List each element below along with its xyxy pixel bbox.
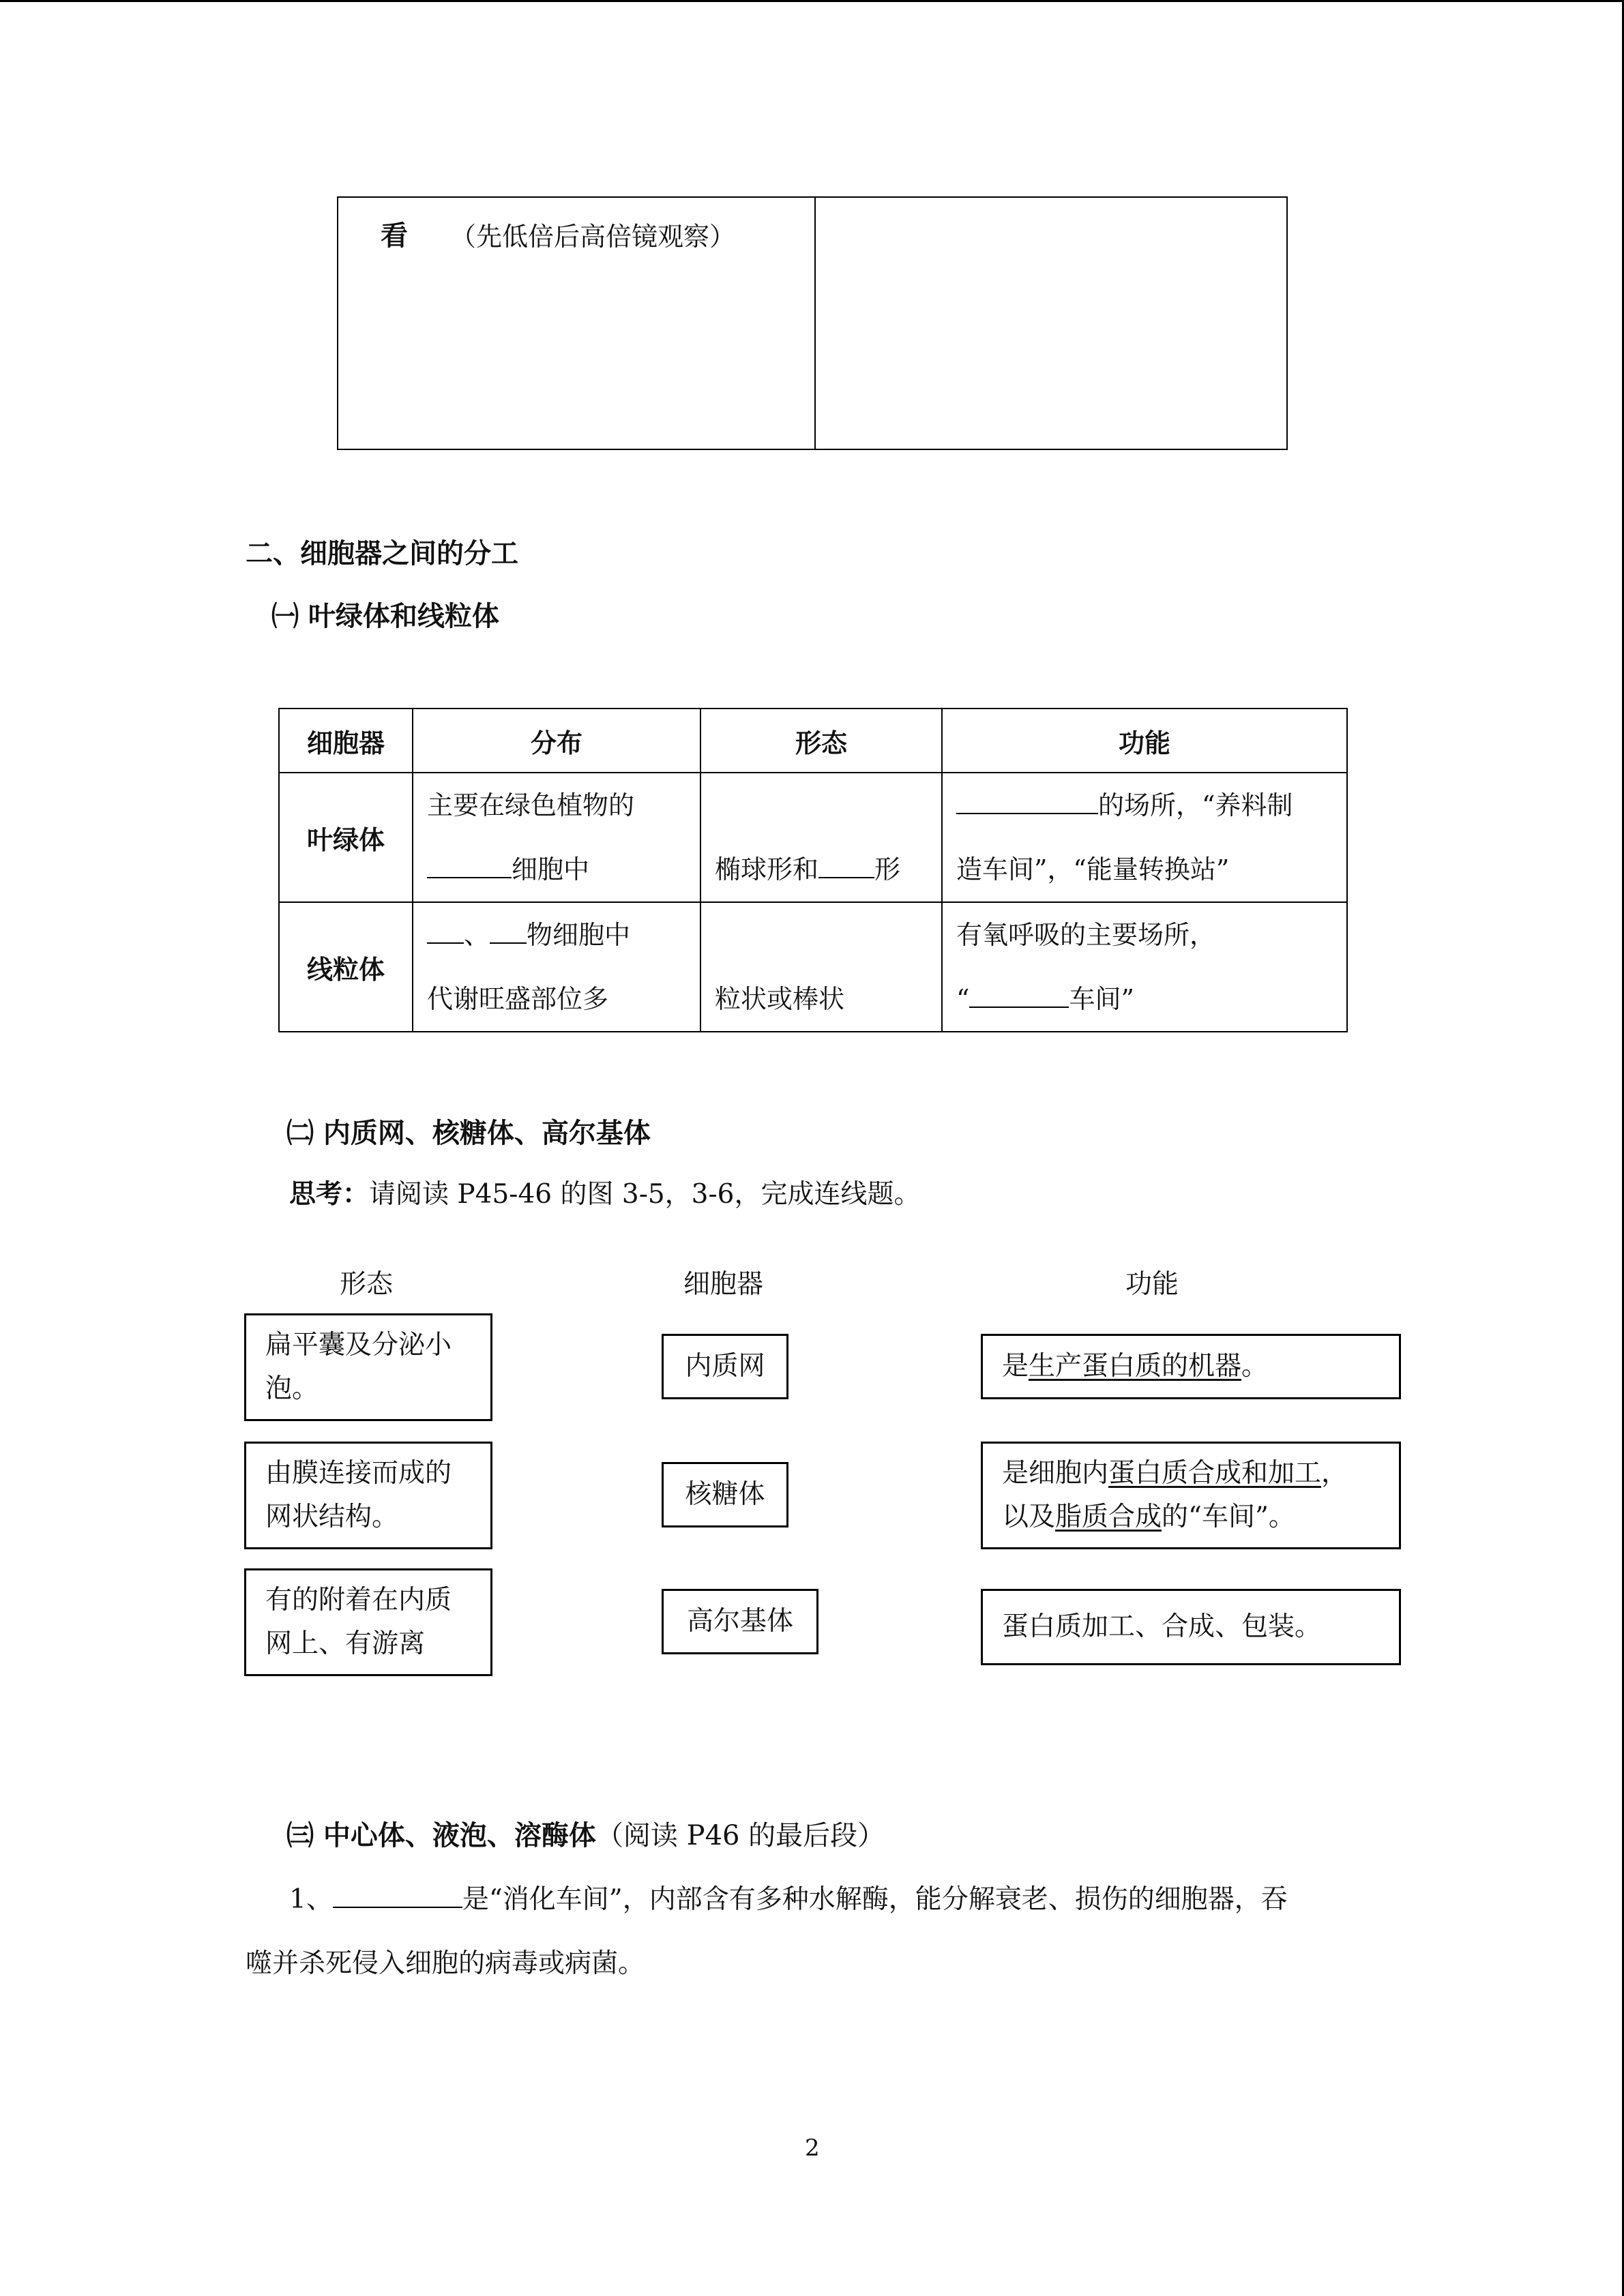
subsection-3-title: ㈢ 中心体、液泡、溶酶体 [286, 1820, 596, 1851]
func-line-2 [956, 967, 1333, 1031]
shape-3-line-1: 有的附着在内质 [265, 1585, 452, 1615]
blank [956, 792, 1098, 814]
func-line-1 [956, 773, 1333, 837]
f1-prefix: 是 [1002, 1351, 1029, 1382]
shape-1-line-1: 扁平囊及分泌小 [265, 1330, 452, 1360]
dist-sep: 、 [464, 920, 490, 950]
organelle-table [278, 708, 1348, 1032]
blank [818, 856, 874, 878]
cell-mitochondria-function [942, 902, 1347, 1032]
f2-comma: ， [1321, 1458, 1348, 1489]
kan-note: （先低倍后高倍镜观察） [450, 222, 736, 252]
header-organelle: 细胞器 [279, 709, 413, 773]
blank [427, 856, 512, 878]
dist-line-2 [427, 837, 686, 901]
question-1-line-2: 噬并杀死侵入细胞的病毒或病菌。 [246, 1948, 645, 1979]
header-shape: 形态 [700, 709, 942, 773]
subsection-2-title: ㈡ 内质网、核糖体、高尔基体 [286, 1118, 651, 1149]
f2-prefix: 是细胞内 [1002, 1458, 1109, 1489]
observation-table [337, 196, 1288, 450]
label-shape: 形态 [340, 1269, 394, 1300]
cell-chloroplast-name: 叶绿体 [279, 773, 413, 902]
shape-2-line-1: 由膜连接而成的 [265, 1458, 452, 1489]
dist-suffix: 细胞中 [512, 854, 590, 884]
func-suffix: 的场所，“养料制 [1098, 790, 1293, 820]
shape-prefix: 椭球形和 [715, 854, 819, 884]
q1-blank [333, 1886, 462, 1908]
cell-mitochondria-name: 线粒体 [279, 902, 413, 1032]
f2-line-1 [1002, 1452, 1348, 1495]
function-box-1[interactable] [981, 1334, 1401, 1399]
subsection-1-title: ㈠ 叶绿体和线粒体 [271, 601, 499, 632]
f2-line-2 [1002, 1495, 1348, 1539]
organelle-box-golgi[interactable]: 高尔基体 [662, 1589, 818, 1654]
header-function: 功能 [942, 709, 1347, 773]
shape-box-3[interactable] [244, 1568, 492, 1676]
cell-chloroplast-distribution [413, 773, 700, 902]
think-line [289, 1173, 921, 1211]
function-box-2[interactable] [981, 1442, 1401, 1549]
f1-underlined: 生产蛋白质的机器 [1029, 1351, 1242, 1382]
cell-chloroplast-shape [700, 773, 942, 902]
shape-1-line-2: 泡。 [265, 1373, 319, 1404]
shape-box-2[interactable] [244, 1442, 492, 1549]
dist-line-1 [427, 903, 686, 967]
func-line-2: 造车间”，“能量转换站” [956, 854, 1230, 884]
blank [427, 922, 464, 944]
page-number: 2 [805, 2134, 820, 2162]
shape-2-line-2: 网状结构。 [265, 1502, 399, 1532]
f2-l2-suffix: 的“车间”。 [1162, 1502, 1295, 1532]
f2-underlined-1: 蛋白质合成和加工 [1108, 1458, 1322, 1489]
cell-mitochondria-distribution [413, 902, 700, 1032]
cell-mitochondria-shape [700, 902, 942, 1032]
q1-suffix: 是“消化车间”，内部含有多种水解酶，能分解衰老、损伤的细胞器，吞 [462, 1884, 1288, 1915]
top-border [0, 0, 1624, 2]
shape-suffix: 形 [874, 854, 901, 884]
q1-prefix: 1、 [289, 1884, 333, 1915]
func-line-1: 有氧呼吸的主要场所， [956, 920, 1216, 950]
kan-label: 看 [381, 220, 408, 252]
f2-l2-prefix: 以及 [1002, 1502, 1056, 1532]
dist-suffix: 物细胞中 [527, 920, 631, 950]
header-distribution: 分布 [413, 709, 700, 773]
blank [969, 986, 1069, 1008]
table-row-mitochondria [279, 902, 1347, 1032]
func-suffix: 车间” [1069, 984, 1134, 1014]
label-function: 功能 [1125, 1269, 1179, 1300]
f2-underlined-2: 脂质合成 [1055, 1502, 1162, 1532]
function-box-3[interactable]: 蛋白质加工、合成、包装。 [981, 1589, 1401, 1665]
dist-line-2: 代谢旺盛部位多 [427, 984, 609, 1014]
shape-line [715, 837, 928, 901]
func-quote-open: “ [956, 984, 970, 1014]
subsection-3-note: （阅读 P46 的最后段） [595, 1820, 885, 1851]
think-text: 请阅读 P45-46 的图 3-5，3-6，完成连线题。 [369, 1179, 921, 1210]
question-1-line-1 [289, 1878, 1408, 1916]
organelle-box-er[interactable]: 内质网 [662, 1334, 788, 1399]
label-organelle: 细胞器 [683, 1269, 764, 1300]
table-divider [814, 198, 816, 449]
dist-line-1: 主要在绿色植物的 [427, 790, 635, 820]
shape-line: 粒状或棒状 [715, 984, 845, 1014]
shape-box-1[interactable] [244, 1313, 492, 1421]
organelle-box-ribosome[interactable]: 核糖体 [662, 1462, 788, 1527]
table-row-chloroplast [279, 773, 1347, 902]
f1-suffix: 。 [1241, 1351, 1269, 1382]
section-title: 二、细胞器之间的分工 [246, 538, 518, 569]
subsection-3-line [286, 1814, 885, 1853]
blank [490, 922, 527, 944]
shape-3-line-2: 网上、有游离 [265, 1628, 426, 1659]
cell-chloroplast-function [942, 773, 1347, 902]
think-label: 思考： [289, 1179, 370, 1210]
